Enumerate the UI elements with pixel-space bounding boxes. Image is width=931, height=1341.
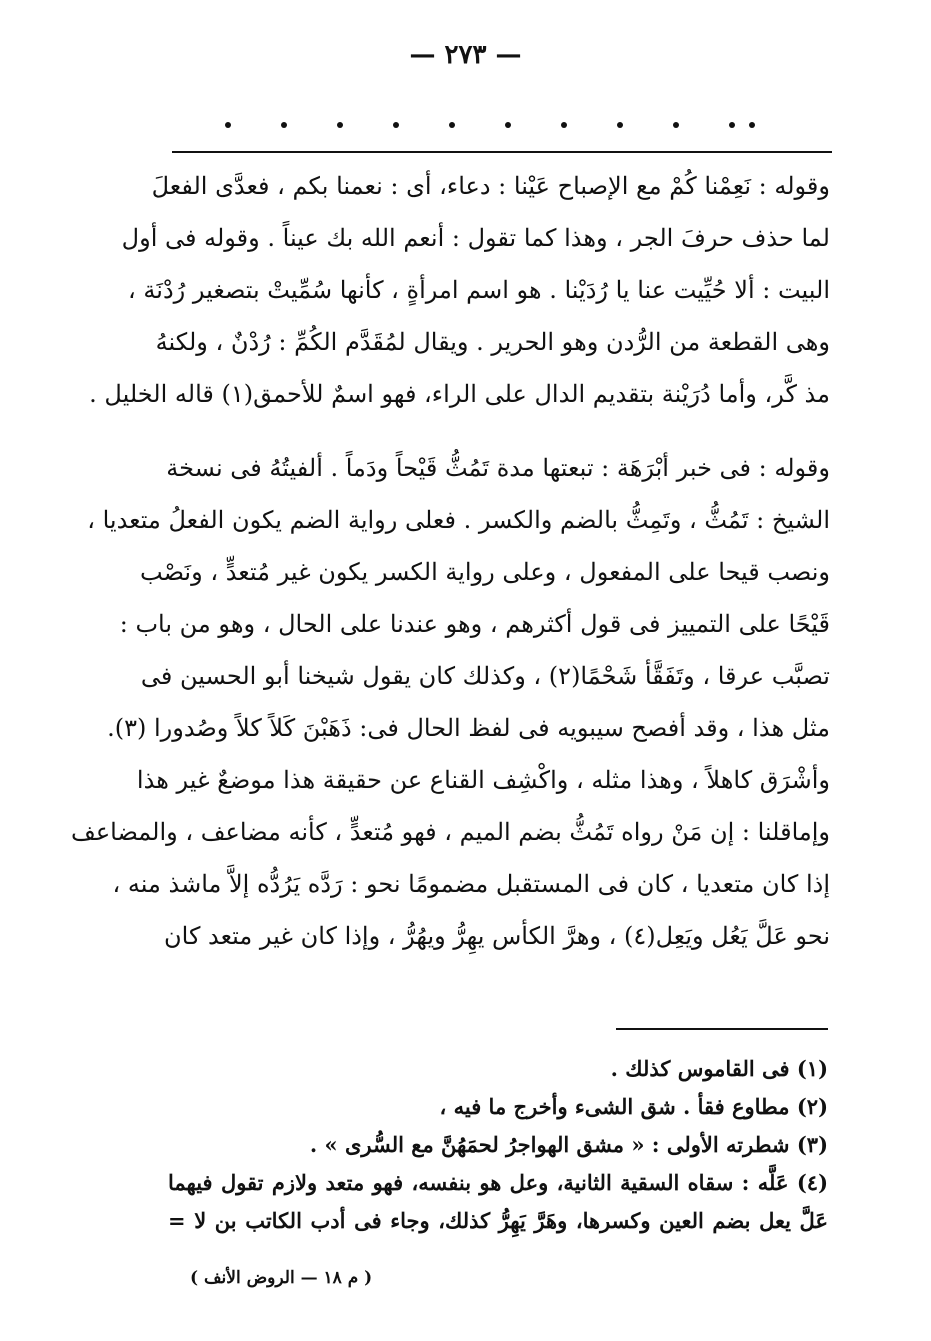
text-line: الشيخ : تَمُثُّ ، وتَمِثُّ بالضم والكسر . فعلى رواية الضم يكون الفعلُ متعديا ، [87, 506, 830, 534]
text-line: وهى القطعة من الرُّدن وهو الحرير . ويقال لمُقَدَّم الكُمِّ : رُدْنٌ ، ولكنهُ [155, 328, 830, 356]
paragraph-1 [89, 160, 830, 420]
ornament-dot [749, 122, 755, 128]
main-text [70, 160, 830, 962]
ornament-dot [561, 122, 567, 128]
footnote-4: (٤) عَلَّه : سقاه السقية الثانية، وعل هو بنفسه، فهو متعد ولازم تقول فيهما [168, 1170, 828, 1195]
footnotes [168, 1050, 828, 1240]
text-line: لما حذف حرفَ الجر ، وهذا كما تقول : أنعم الله بك عيناً . وقوله فى أول [121, 224, 830, 252]
footnote-3: (٣) شطرته الأولى : « مشق الهواجرُ لحمَهُنَّ مع السُّرى » . [309, 1132, 828, 1157]
ornament-dot [225, 122, 231, 128]
footnote-1: (١) فى القاموس كذلك . [610, 1056, 828, 1081]
text-line: مثل هذا ، وقد أفصح سيبويه فى لفظ الحال فى: ذَهَبْنَ كَلاً كلاً وصُدورا (٣). [107, 714, 830, 742]
ornament-dot [449, 122, 455, 128]
text-line: قَيْحًا على التمييز فى قول أكثرهم ، وهو عندنا على الحال ، وهو من باب : [119, 610, 830, 638]
text-line: وأشْرَق كاهلاً ، وهذا مثله ، واكْشِف القناع عن حقيقة هذا موضعٌ غير هذا [136, 766, 830, 794]
ornament-dot [729, 122, 735, 128]
signature-mark: ( م ١٨ — الروض الأنف ) [190, 1268, 373, 1288]
page-number: — ٢٧٣ — [409, 40, 522, 70]
footnote-rule [616, 1028, 828, 1030]
ornament-dot [673, 122, 679, 128]
text-line: نحو عَلَّ يَعُل ويَعِل(٤) ، وهرَّ الكأس يهِرُّ ويهُرُّ ، وإذا كان غير متعد كان [164, 922, 830, 950]
ornament-dot [393, 122, 399, 128]
ornament-dot [617, 122, 623, 128]
footnote-2: (٢) مطاوع فقأ . شق الشىء وأخرج ما فيه ، [439, 1094, 828, 1119]
text-line: تصبَّب عرقا ، وتَفَقَّأ شَحْمًا(٢) ، وكذلك كان يقول شيخنا أبو الحسين فى [140, 662, 830, 690]
text-line: ونصب قيحا على المفعول ، وعلى رواية الكسر يكون غير مُتعدٍّ ، ونَصْب [140, 558, 830, 586]
text-line: وإماقلنا : إن مَنْ رواه تَمُثُّ بضم الميم ، فهو مُتعدٍّ ، كأنه مضاعف ، والمضاعف [70, 818, 830, 846]
header-rule [172, 151, 832, 153]
footnote-4-continued: عَلَّ يعل بضم العين وكسرها، وهَرَّ يَهِرُّ كذلك، وجاء فى أدب الكاتب بن لا = [168, 1208, 828, 1233]
paragraph-2 [70, 442, 830, 962]
text-line: البيت : ألا حُيِّيت عنا يا رُدَيْنا . هو اسم امرأةٍ ، كأنها سُمِّيتْ بتصغير رُدْنَة ، [128, 276, 830, 304]
ornament-dot [281, 122, 287, 128]
ornament-dot [505, 122, 511, 128]
ornament-dot [337, 122, 343, 128]
text-line: إذا كان متعديا ، كان فى المستقبل مضمومًا نحو : رَدَّه يَرُدُّه إلاَّ ماشذ منه ، [112, 870, 830, 898]
text-line: مذ كَّر، وأما دُرَيْنة بتقديم الدال على الراء، فهو اسمٌ للأحمق(١) قاله الخليل . [89, 380, 830, 408]
text-line: وقوله : فى خبر أبْرَهَة : تبعتها مدة تَمُثُّ قَيْحاً ودَماً . ألفيتُهُ فى نسخة [166, 454, 830, 482]
decorative-dot-row [205, 117, 765, 137]
text-line: وقوله : نَعِمْنا كُمْ مع الإصباح عَيْنا : دعاء، أى : نعمنا بكم ، فعدَّى الفعلَ [151, 172, 830, 200]
